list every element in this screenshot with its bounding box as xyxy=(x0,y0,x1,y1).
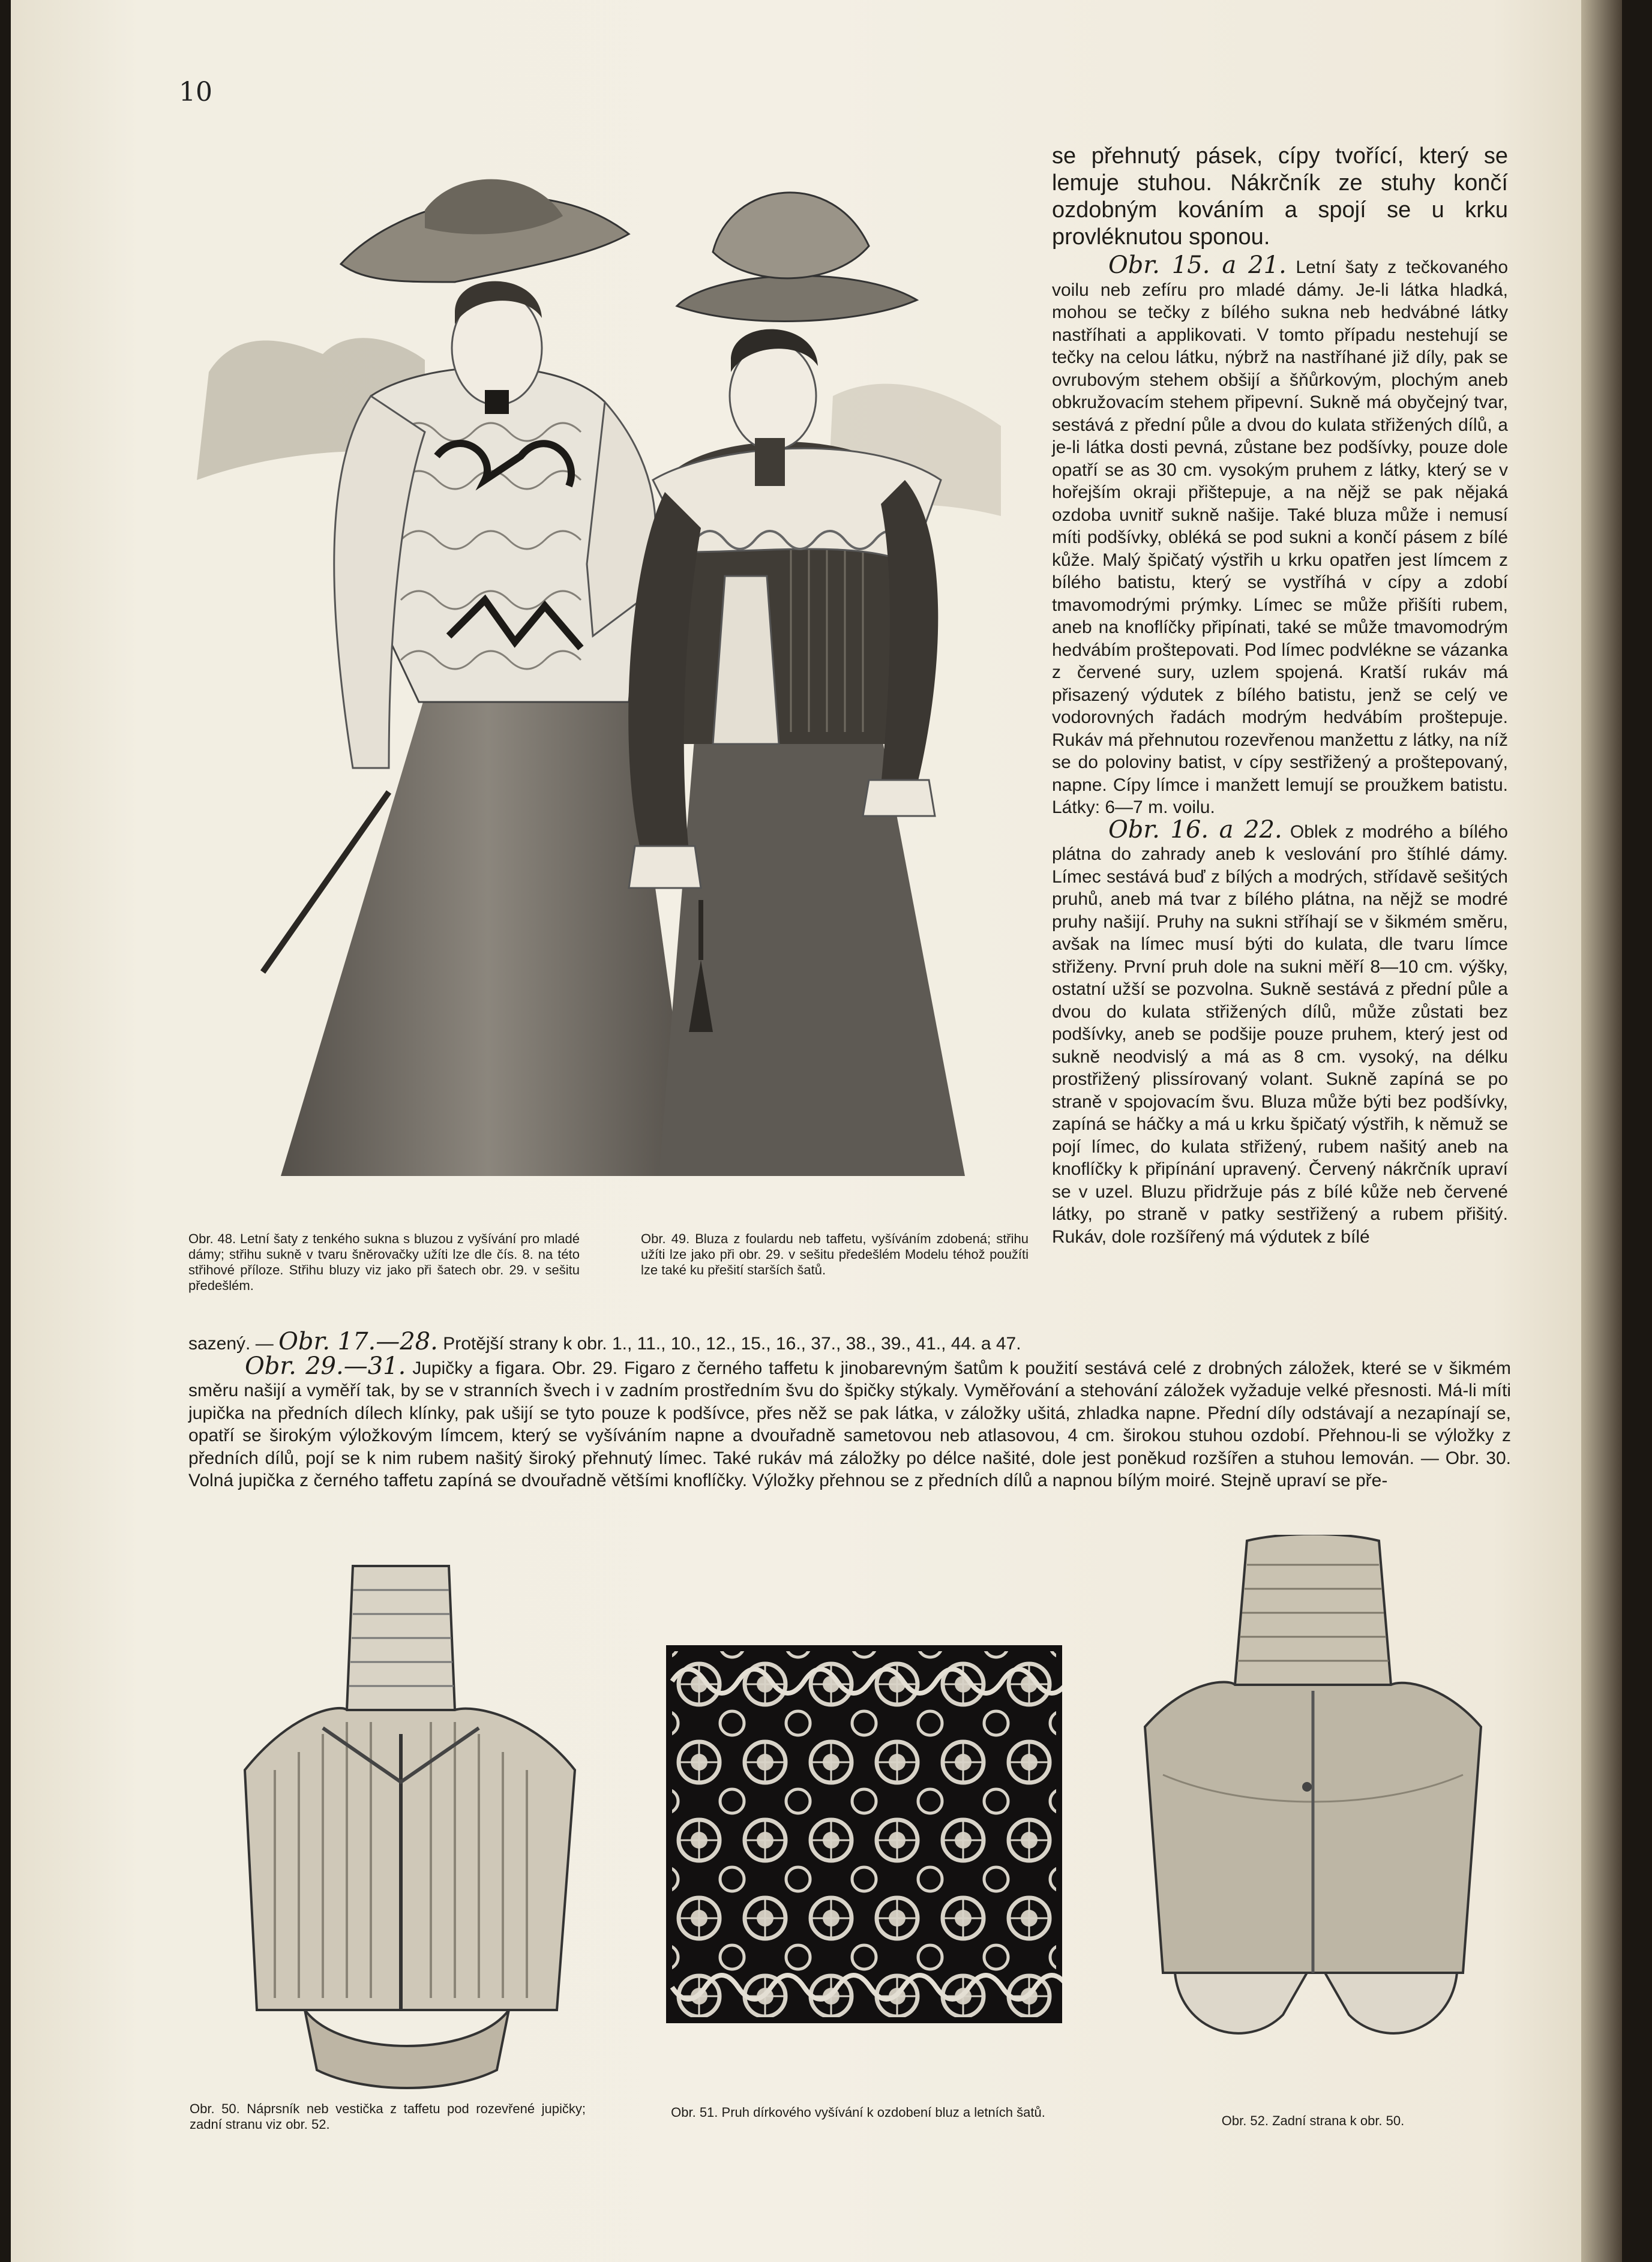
caption-fig51: Obr. 51. Pruh dírkového vyšívání k ozdobení bluz a letních šatů. xyxy=(671,2105,1045,2120)
page-binding-edge xyxy=(1581,0,1622,2262)
heading-obr-15-21: Obr. 15. a 21. xyxy=(1108,251,1287,279)
caption-fig48: Obr. 48. Letní šaty z tenkého sukna s bluzou z vyšívání pro mladé dámy; střihu sukně v tvaru šněrovačky užíti lze dle čís. 8. na této střihové příloze. Střihu bluzy viz jako při šatech obr. 29. v sešitu předešlém. xyxy=(188,1231,580,1293)
body-obr-17-28: Protější strany k obr. 1., 11., 10., 12., 15., 16., 37., 38., 39., 41., 44. a 47. xyxy=(443,1334,1021,1354)
caption-fig52: Obr. 52. Zadní strana k obr. 50. xyxy=(1221,2113,1405,2128)
vest-back-svg xyxy=(1127,1535,1499,2075)
paragraph-obr-29-31 xyxy=(188,1352,1512,1492)
vest-back-illustration-fig52 xyxy=(1127,1535,1499,2075)
vest-front-svg xyxy=(221,1554,593,2112)
caption-fig50: Obr. 50. Náprsník neb vestička z taffetu pod rozevřené jupičky; zadní stranu viz obr. 52. xyxy=(190,2101,586,2132)
vest-illustration-fig50 xyxy=(221,1554,593,2112)
paragraph-obr-17-28: sazený. — Obr. 17.—28. Protější strany k obr. 1., 11., 10., 12., 15., 16., 37., 38., 39., 41., 44. a 47. xyxy=(188,1328,1021,1355)
heading-obr-17-28: Obr. 17.—28. xyxy=(278,1328,438,1355)
magazine-page xyxy=(11,0,1622,2262)
right-column-text xyxy=(1052,143,1508,1248)
paragraph-obr-16-22 xyxy=(1052,815,1508,1249)
heading-obr-29-31: Obr. 29.—31. xyxy=(245,1352,406,1380)
caption-fig49: Obr. 49. Bluza z foulardu neb taffetu, vyšíváním zdobená; střihu užíti lze jako při obr. 29. v sešitu předešlém Modelu téhož použíti lze také ku přešití starších šatů. xyxy=(641,1231,1029,1277)
body-obr-29-31: Jupičky a figara. Obr. 29. Figaro z černého taffetu k jinobarevným šatům k použití sestává celé z drobných záložek, které se v šikmém směru našijí a vyměří tak, by se v stranních švech i v zadním prostředním švu do špičky stýkaly. Vyměřování a stehování záložek vyžaduje velké přesnosti. Má-li míti jupička na předních dílech klínky, pak ušijí se tyto pouze k podšívce, přes něž se pak látka, v záložky ušitá, zhladka napne. Přední díly odstávají a nezapínají se, opatří se širokým výložkovým límcem, který se vyšíváním napne a dvouřadně sametovou neb atlasovou, 4 cm. širokou stuhou ozdobí. Přehnou-li se výložky z předních dílů, pojí se k nim rubem našitý široký přehnutý límec. Také rukáv má záložky po délce našité, dole jest poněkud rozšířen a stuhou lemován. — Obr. 30. Volná jupička z černého taffetu zapíná se dvouřadně většími knoflíčky. Výložky přehnou se z předních dílů a napnou bílým moiré. Stejně upraví se pře- xyxy=(188,1358,1512,1490)
page-number: 10 xyxy=(179,77,212,107)
full-width-text xyxy=(188,1328,1512,1492)
paragraph-obr-15-21 xyxy=(1052,251,1509,819)
lace-illustration-fig51 xyxy=(666,1645,1062,2023)
fashion-illustration-svg xyxy=(173,144,1043,1176)
intro-paragraph: se přehnutý pásek, cípy tvořící, který se lemuje stuhou. Nákrčník ze stuhy končí ozdobným kováním a spojí se u krku provléknutou sponou. xyxy=(1052,143,1508,250)
body-obr-15-21: Letní šaty z tečkovaného voilu neb zefíru pro mladé dámy. Je-li látka hladká, mohou se tečky z bílého sukna neb hedvábné látky nastříhati a applikovati. V tomto případu nestehují se tečky na celou látku, nýbrž na nastříhané již díly, pak se ovrubovým stehem obšijí a šňůrkovým, plochým aneb obkružovacím stehem připevní. Sukně má obyčejný tvar, sestává z přední půle a dvou do kulata střižených dílů, a je-li látka dosti pevná, zůstane bez podšívky, pouze dole opatří se as 30 cm. vysokým pruhem z látky, který se v hořejším okraji přištepuje, a na nějž se pak nějaká ozdoba uvnitř sukně našije. Také bluza může i nemusí míti podšívky, obléká se pod sukni a končí pásem z bílé kůže. Malý špičatý výstřih u krku opatřen jest límcem z bílého batistu, který se vystříhá v cípy a zdobí tmavomodrými prýmky. Límec se může přišíti rubem, aneb na knoflíčky připínati, také se může tmavomodrým hedvábím proštepovati. Pod límec podvlékne se vázanka z červené sury, uzlem spojená. Kratší rukáv má přisazený výdutek z bílého batistu, jenž se celý ve vodorovných řadách modrým hedvábím proštepuje. Rukáv má přehnutou rozevřenou manžettu z látky, na níž se do poloviny batist, v cípy sestřižený a proštepovaný, napne. Cípy límce i manžett lemují se proužkem batistu. Látky: 6—7 m. voilu. xyxy=(1052,257,1509,817)
fashion-illustration-fig48-49 xyxy=(173,144,1043,1176)
tail-obr-16-22: sazený. xyxy=(188,1334,251,1354)
body-obr-16-22: Oblek z modrého a bílého plátna do zahrady aneb k veslování pro štíhlé dámy. Límec sestává buď z bílých a modrých, střídavě sešitých pruhů, aneb má tvar z bílého plátna, na nějž se modré pruhy našijí. Pruhy na sukni stříhají se v šikmém směru, avšak na límec musí býti do kulata, dle tvaru límce střiženy. První pruh dole na sukni měří 8—10 cm. výšky, ostatní užší se pozvolna. Sukně sestává z přední půle a dvou do kulata střižených dílů, může zůstati bez podšívky, aneb se podšije pouze pruhem, který jest od sukně neodvislý a má as 8 cm. vysoký, na délku prostřižený plissírovaný volant. Sukně zapíná se po straně v spojovacím švu. Bluza může býti bez podšívky, zapíná se háčky a má u krku špičatý výstřih, k němuž se pojí límec, do kulata střižený, rubem našitý aneb na knoflíčky k připínání upravený. Červený nákrčník upraví se v uzel. Bluzu přidržuje pás z bílé kůže neb červené látky, po straně v patky sestřižený a rubem přišitý. Rukáv, dole rozšířený má výdutek z bílé xyxy=(1052,821,1508,1247)
heading-obr-16-22: Obr. 16. a 22. xyxy=(1108,815,1282,844)
lace-pattern-svg xyxy=(666,1645,1062,2023)
